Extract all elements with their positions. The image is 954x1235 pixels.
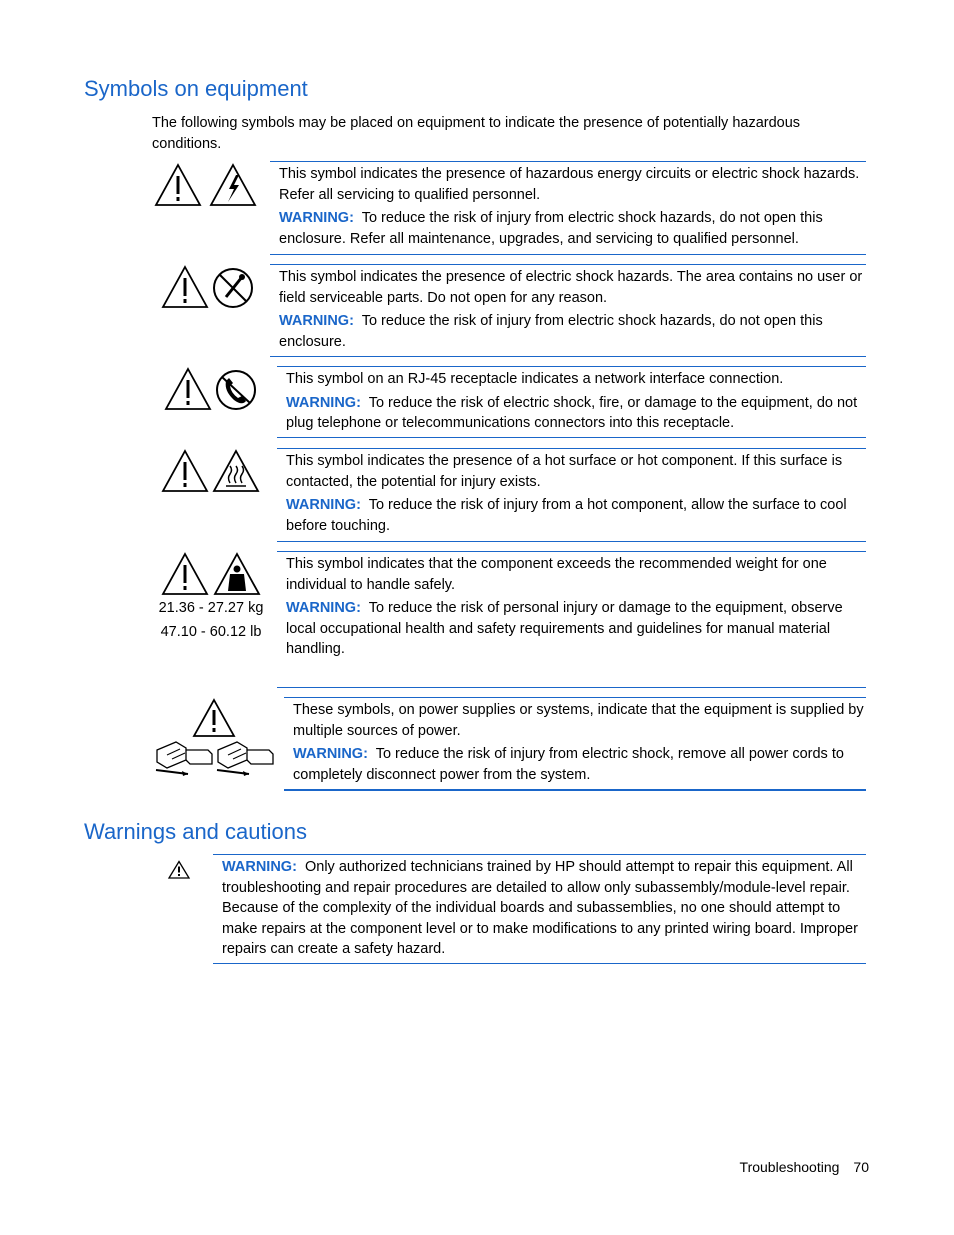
section-heading-symbols: Symbols on equipment xyxy=(84,76,308,101)
warning-paragraph xyxy=(293,744,866,785)
symbol-description-box xyxy=(270,161,866,255)
symbol-description: This symbol indicates the presence of electric shock hazards. The area contains no user or field serviceable parts. Do not open for any reason. xyxy=(279,269,863,306)
symbol-icons xyxy=(152,698,277,776)
warning-triangle-icon xyxy=(194,700,234,736)
warning-paragraph xyxy=(286,393,866,434)
warning-paragraph xyxy=(222,857,866,960)
power-cord-icon xyxy=(217,742,273,776)
symbol-description-box xyxy=(284,697,866,791)
weight-lb-label: 47.10 - 60.12 lb xyxy=(160,623,262,640)
warning-label: WARNING: xyxy=(279,210,354,226)
warning-triangle-icon xyxy=(163,267,207,307)
warning-label: WARNING: xyxy=(222,859,297,875)
weight-icon xyxy=(215,554,259,594)
symbol-description: These symbols, on power supplies or systems, indicate that the equipment is supplied by multiple sources of power. xyxy=(293,702,864,739)
warning-triangle-icon xyxy=(166,369,210,409)
warning-text: To reduce the risk of personal injury or damage to the equipment, observe local occupational health and safety requirements and guidelines for manual material handling. xyxy=(286,600,843,657)
symbol-description-box xyxy=(277,366,866,438)
warning-triangle-icon xyxy=(163,451,207,491)
symbol-description: This symbol indicates the presence of hazardous energy circuits or electric shock hazards. Refer all servicing to qualified personnel. xyxy=(279,166,860,203)
warning-text: To reduce the risk of injury from electric shock, remove all power cords to completely disconnect power from the system. xyxy=(293,746,844,783)
symbol-icons xyxy=(150,367,260,413)
page-footer xyxy=(740,1157,869,1178)
symbol-description: This symbol indicates the presence of a hot surface or hot component. If this surface is contacted, the potential for injury exists. xyxy=(286,453,843,490)
warning-triangle-icon xyxy=(169,862,189,879)
warning-box xyxy=(213,854,866,964)
warning-text: To reduce the risk of injury from a hot component, allow the surface to cool before touching. xyxy=(286,497,847,534)
section-heading-warnings: Warnings and cautions xyxy=(84,819,307,844)
power-cord-icon xyxy=(156,742,212,776)
warning-label: WARNING: xyxy=(293,746,368,762)
symbol-description: This symbol on an RJ-45 receptacle indicates a network interface connection. xyxy=(286,371,784,387)
warning-paragraph xyxy=(286,495,866,536)
warning-label: WARNING: xyxy=(279,313,354,329)
hot-surface-icon xyxy=(214,451,258,491)
symbol-description-box xyxy=(277,448,866,542)
warning-text: To reduce the risk of injury from electric shock hazards, do not open this enclosure. xyxy=(279,313,823,350)
symbol-description: This symbol indicates that the component exceeds the recommended weight for one individual to handle safely. xyxy=(286,556,827,593)
no-tools-icon xyxy=(214,269,252,307)
warning-paragraph xyxy=(279,208,866,249)
page-number: 70 xyxy=(853,1159,869,1175)
warning-text: Only authorized technicians trained by HP should attempt to repair this equipment. All troubleshooting and repair procedures are detailed to allow only subassembly/module-level repair. Because of the complexity of the individual boards and subassemblies, no one should attempt to make repairs at the component level or to make modifications to any printed wiring board. Improper repairs can create a safety hazard. xyxy=(222,859,858,957)
weight-labels xyxy=(156,598,266,642)
no-telephone-icon xyxy=(217,371,255,409)
footer-section: Troubleshooting xyxy=(739,1159,840,1175)
warning-label: WARNING: xyxy=(286,394,361,411)
warning-triangle-icon xyxy=(163,554,207,594)
symbol-icons xyxy=(150,449,260,495)
warning-paragraph xyxy=(286,598,866,660)
symbol-icons xyxy=(150,163,260,209)
symbol-icons xyxy=(150,552,265,598)
warning-triangle-icon xyxy=(156,165,200,205)
warning-text: To reduce the risk of injury from electric shock hazards, do not open this enclosure. Refer all maintenance, upgrades, and servicing to qualified personnel. xyxy=(279,210,823,247)
warning-label: WARNING: xyxy=(286,497,361,513)
electric-shock-icon xyxy=(211,165,255,205)
intro-paragraph: The following symbols may be placed on equipment to indicate the presence of potentially hazardous conditions. xyxy=(152,115,801,152)
symbol-description-box xyxy=(277,551,866,688)
symbol-icons xyxy=(150,265,260,311)
warning-paragraph xyxy=(279,311,866,352)
symbol-description-box xyxy=(270,264,866,357)
warning-icon-container xyxy=(167,860,191,880)
warning-label: WARNING: xyxy=(286,600,361,616)
weight-kg-label: 21.36 - 27.27 kg xyxy=(158,600,264,616)
warning-text: To reduce the risk of electric shock, fire, or damage to the equipment, do not plug telephone or telecommunications connectors into this receptacle. xyxy=(286,394,858,431)
